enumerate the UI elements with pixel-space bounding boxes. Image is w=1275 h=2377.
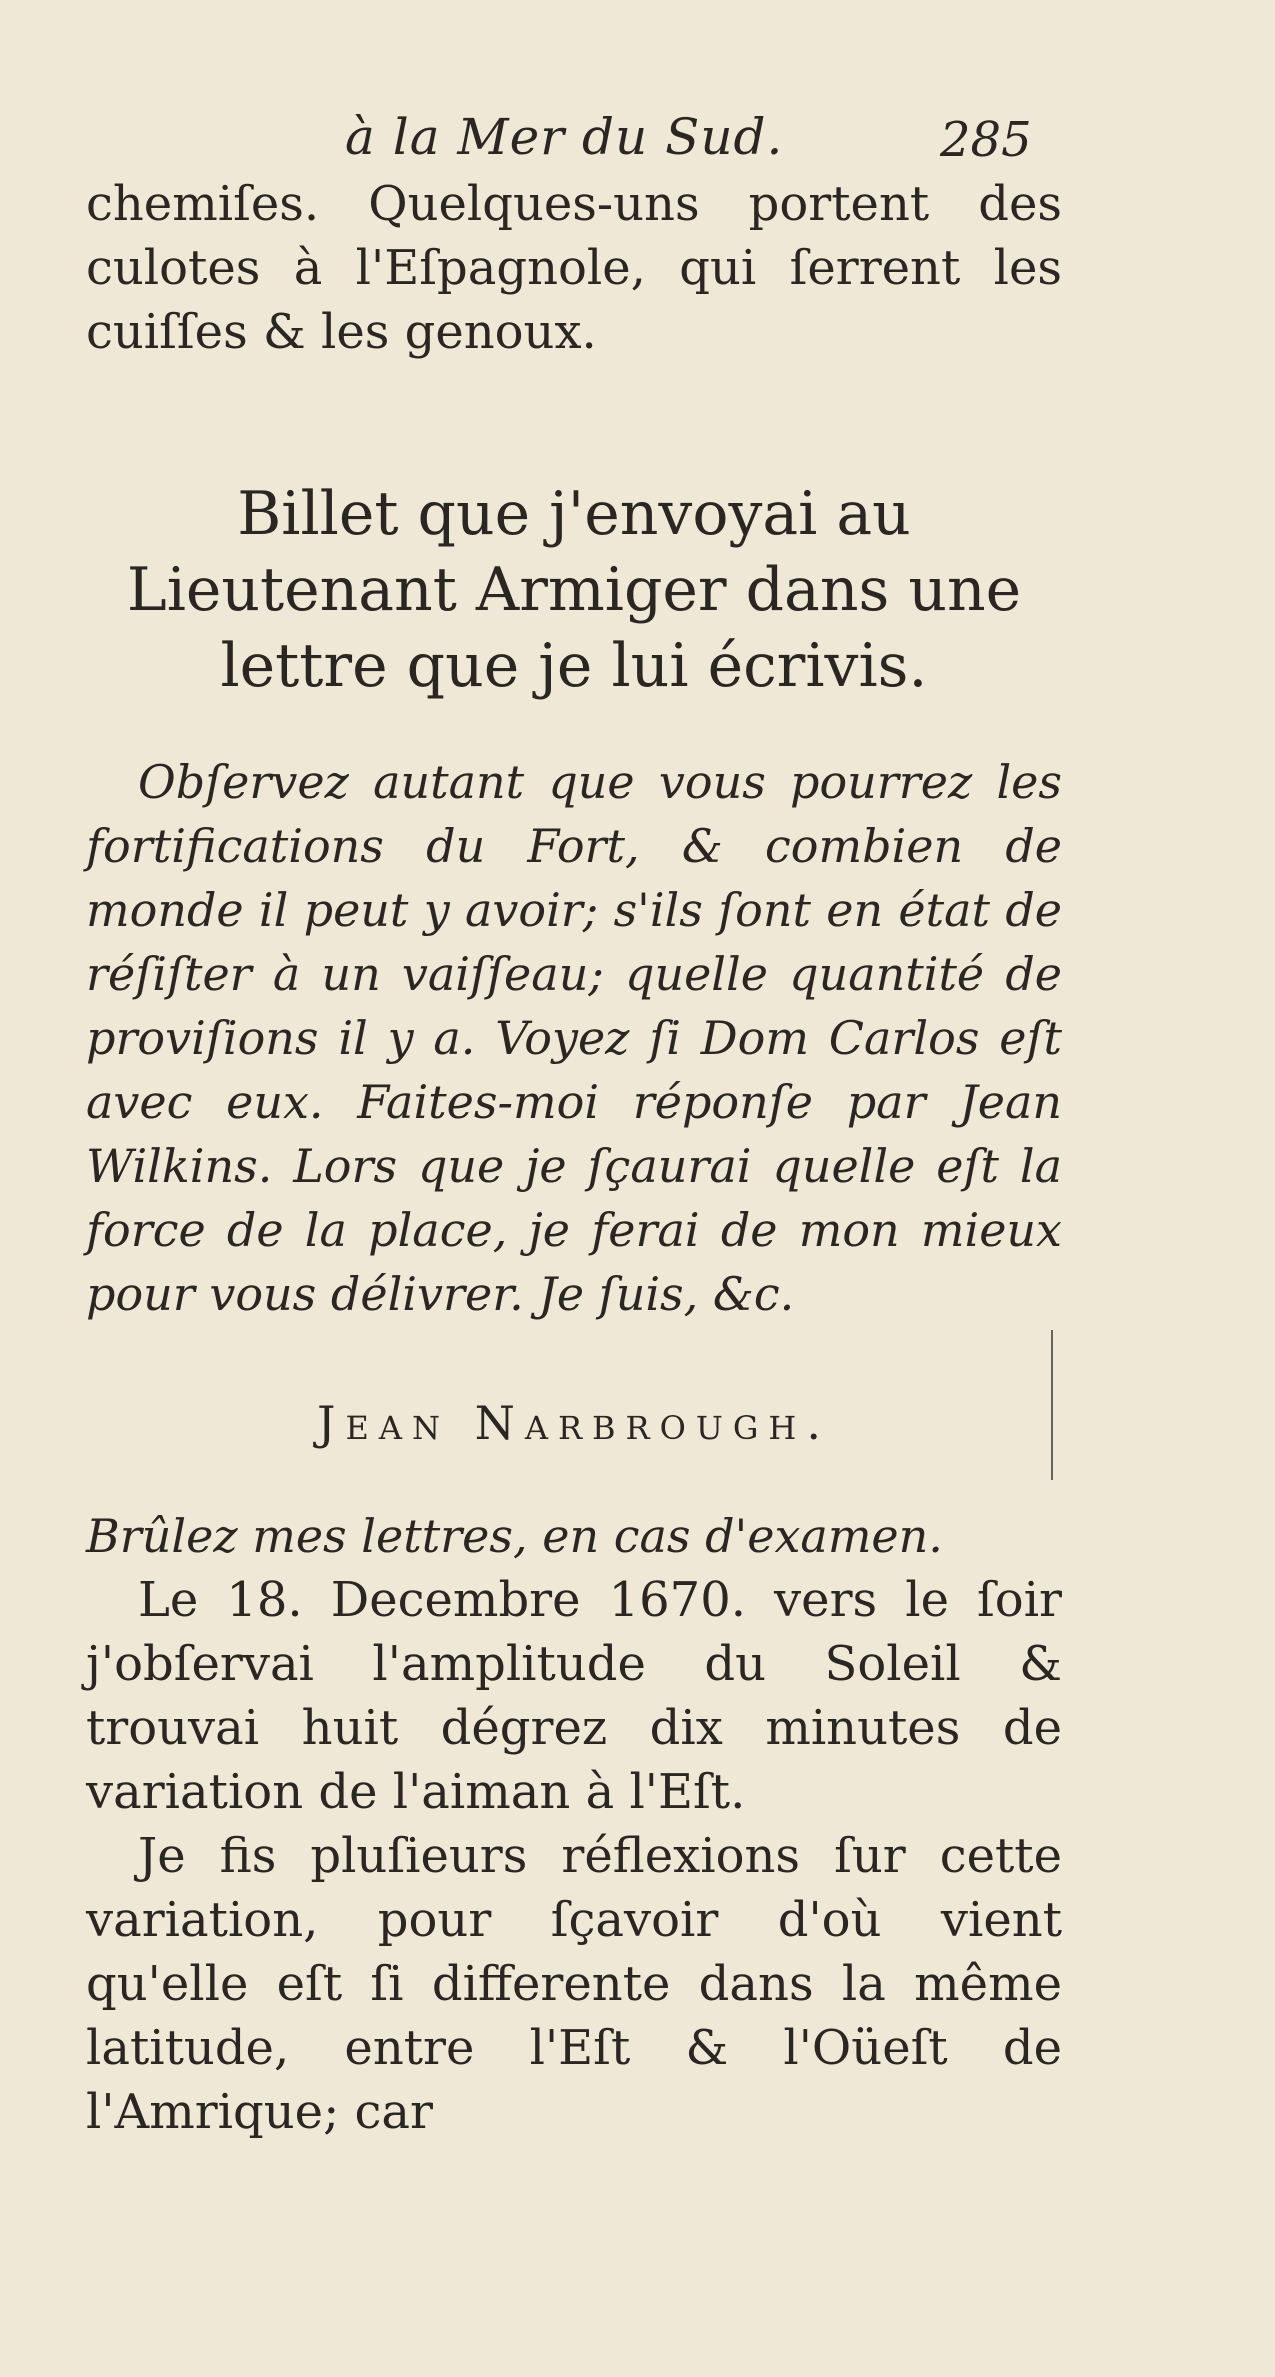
section-heading: Billet que j'envoyai au Lieutenant Armiger dans une lettre que je lui écrivis. [126, 479, 1022, 701]
reflexions-paragraph: Je fis pluſieurs réflexions ſur cette variation, pour ſçavoir d'où vient qu'elle eſt ſi differente dans la même latitude, entre l'Eſt & l'Oüeſt de l'Amrique; car [86, 1828, 1062, 2140]
billet-text: Obſervez autant que vous pourrez les fortifications du Fort, & combien de monde il peut y avoir; s'ils ſont en état de réſiſter à un vaiſſeau; quelle quantité de proviſions il y a. Voyez ſi Dom Carlos eſt avec eux. Faites-moi réponſe par Jean Wilkins. Lors que je ſçaurai quelle eſt la force de la place, je ferai de mon mieux pour vous délivrer. Je ſuis, &c. [86, 755, 1062, 1321]
december-paragraph: Le 18. Decembre 1670. vers le ſoir j'obſervai l'amplitude du Soleil & trouvai huit dégrez dix minutes de variation de l'aiman à l'Eſt. [86, 1572, 1062, 1820]
text-block [86, 172, 1062, 2144]
margin-mark [1051, 1330, 1053, 1480]
postscript: Brûlez mes lettres, en cas d'examen. [86, 1509, 943, 1563]
signature: Jean Narbrough. [317, 1396, 831, 1450]
page-header [0, 108, 1275, 178]
opening-paragraph: chemiſes. Quelques-uns portent des culotes à l'Eſpagnole, qui ſerrent les cuiſſes & les genoux. [86, 176, 1062, 360]
running-title: à la Mer du Sud. [345, 108, 784, 166]
page-number: 285 [940, 112, 1032, 168]
